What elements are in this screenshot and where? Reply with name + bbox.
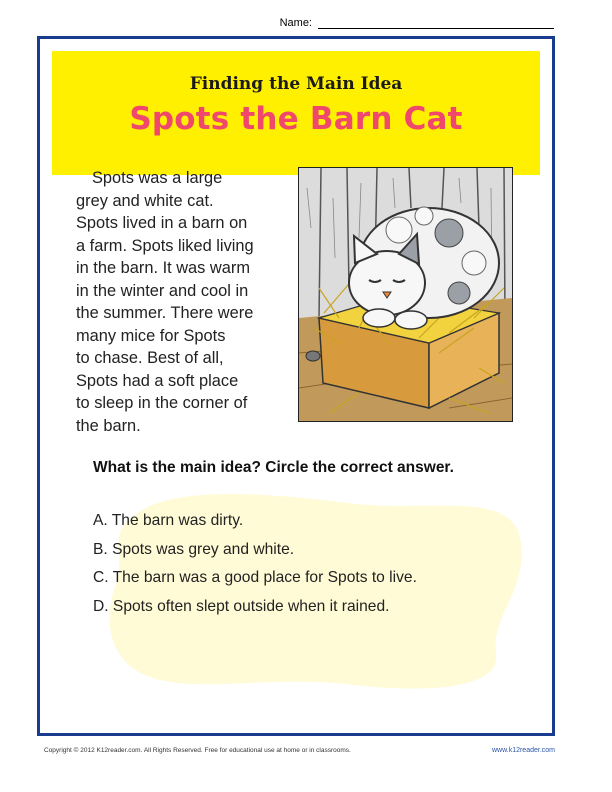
- cat-in-hay-icon: [299, 168, 512, 421]
- story-line: many mice for Spots: [76, 326, 226, 345]
- answer-choice-d[interactable]: D. Spots often slept outside when it rained.: [93, 598, 390, 616]
- story-line: to chase. Best of all,: [76, 349, 224, 367]
- story-line: the summer. There were: [76, 304, 254, 322]
- story-line: the barn.: [76, 416, 141, 435]
- story-line: Spots lived in a barn on: [76, 214, 248, 232]
- story-line: Spots had a soft place: [76, 371, 239, 390]
- sleeping-cat-illustration: [298, 167, 513, 422]
- worksheet-frame: [37, 36, 555, 736]
- main-idea-question: What is the main idea? Circle the correct answer.: [93, 459, 454, 476]
- story-line: in the barn. It was warm: [76, 259, 250, 277]
- story-line: a farm. Spots liked living: [76, 236, 254, 255]
- name-field: [280, 13, 554, 29]
- header-banner: [52, 51, 540, 175]
- worksheet-subtitle: Finding the Main Idea: [189, 74, 403, 94]
- site-link[interactable]: www.k12reader.com: [491, 747, 555, 754]
- name-blank-line[interactable]: [318, 16, 554, 29]
- name-label: Name:: [279, 17, 312, 29]
- story-line: to sleep in the corner of: [76, 394, 248, 412]
- answer-choice-c[interactable]: C. The barn was a good place for Spots to live.: [93, 569, 417, 587]
- answer-choices: [93, 512, 417, 627]
- answer-choice-b[interactable]: B. Spots was grey and white.: [93, 540, 295, 558]
- story-line: Spots was a large: [92, 169, 223, 187]
- worksheet-title: Spots the Barn Cat: [129, 101, 463, 137]
- answer-choice-a[interactable]: A. The barn was dirty.: [93, 512, 244, 529]
- story-line: grey and white cat.: [76, 191, 214, 210]
- story-line: in the winter and cool in: [76, 281, 249, 300]
- copyright-notice: Copyright © 2012 K12reader.com. All Rights Reserved. Free for educational use at home or in classrooms.: [44, 747, 351, 754]
- story-text: [76, 167, 286, 437]
